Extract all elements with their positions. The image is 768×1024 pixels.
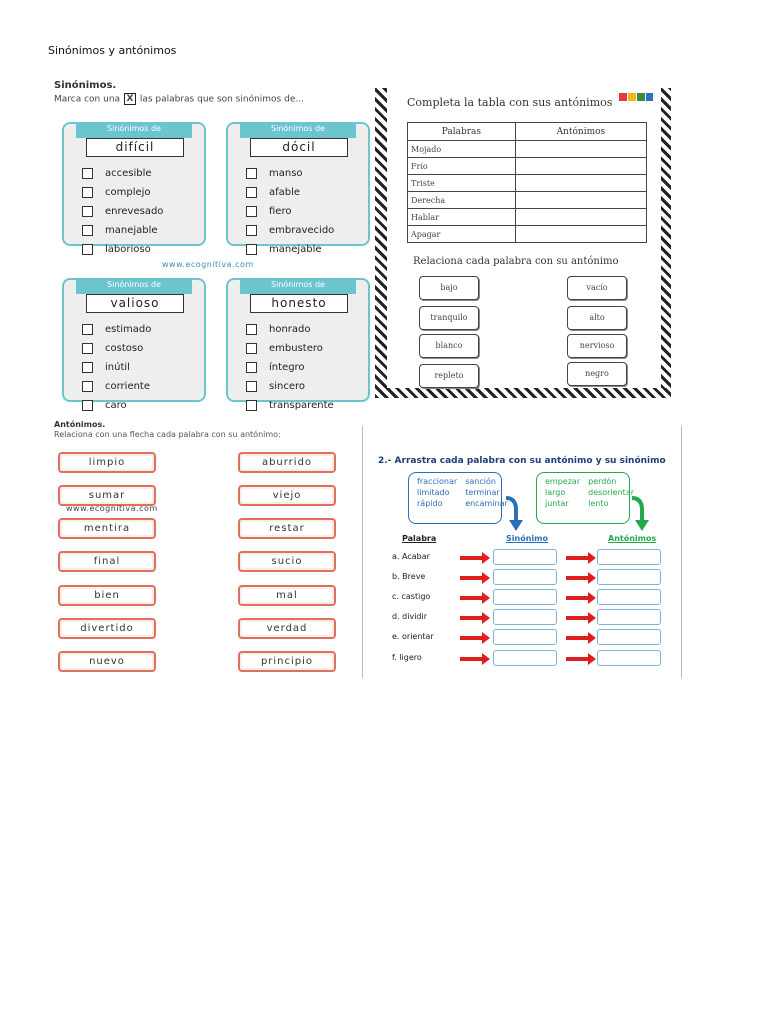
word-row-label: b. Breve [392,572,426,581]
option-label: complejo [105,187,151,198]
card-tab: Sinónimos de [76,122,192,138]
option-item[interactable] [246,202,334,221]
word-label: nuevo [62,655,152,668]
checkbox[interactable] [82,381,93,392]
option-label: transparente [269,400,334,411]
word-box[interactable] [238,518,336,539]
red-arrow-icon [460,616,484,620]
red-arrow-icon [460,657,484,661]
antonyms-title: Antónimos. [54,420,106,429]
checkbox[interactable] [246,168,257,179]
draggable-word[interactable]: perdón [588,477,617,486]
table-cell: Triste [408,175,516,192]
option-item[interactable] [82,202,163,221]
word-box[interactable] [238,618,336,639]
column-header-word: Palabra [402,534,437,543]
answer-cell[interactable] [515,141,646,158]
divider-line [681,426,682,678]
word-box[interactable] [58,518,156,539]
checkbox[interactable] [82,168,93,179]
card-word: difícil [86,138,184,157]
antonyms-worksheet [52,418,338,680]
word-box[interactable] [58,651,156,672]
word-label: viejo [242,489,332,502]
checkbox[interactable] [82,187,93,198]
page-title: Sinónimos y antónimos [48,44,177,57]
match-title: Relaciona cada palabra con su antónimo [413,256,619,267]
table-cell: Hablar [408,209,516,226]
option-item[interactable] [246,221,334,240]
synonym-card [62,122,206,255]
synonym-drop-zone[interactable] [493,549,557,565]
red-arrow-icon [566,596,590,600]
option-label: sincero [269,381,305,392]
option-label: manso [269,168,303,179]
red-arrow-icon [566,576,590,580]
instruction-before: Marca con una [54,94,121,105]
word-label: sucio [242,555,332,568]
word-box[interactable] [58,551,156,572]
table-cell: Derecha [408,192,516,209]
word-box[interactable]: tranquilo [419,306,479,330]
option-item[interactable] [246,358,334,377]
antonym-drop-zone[interactable] [597,589,661,605]
checkbox[interactable] [82,225,93,236]
option-item[interactable] [246,377,334,396]
word-box[interactable] [58,452,156,473]
x-mark-icon: X [124,93,136,105]
checkbox[interactable] [246,381,257,392]
option-label: estimado [105,324,152,335]
synonym-card [226,278,370,411]
draggable-word[interactable]: encaminar [465,499,508,508]
drag-activity-worksheet [362,426,682,682]
red-arrow-icon [566,556,590,560]
option-label: íntegro [269,362,305,373]
card-word: honesto [250,294,348,313]
table-row [408,192,647,209]
column-header: Antónimos [515,123,646,141]
antonym-table-worksheet [375,88,677,398]
option-list [82,164,163,259]
table-row [408,141,647,158]
antonym-drop-zone[interactable] [597,549,661,565]
option-label: embustero [269,343,323,354]
word-label: final [62,555,152,568]
website-label: www.ecognitiva.com [162,260,254,269]
instruction-after: las palabras que son sinónimos de... [139,94,304,105]
option-label: enrevesado [105,206,164,217]
red-arrow-icon [460,576,484,580]
checkbox[interactable] [82,206,93,217]
synonym-drop-zone[interactable] [493,629,557,645]
word-box[interactable] [58,618,156,639]
table-row [408,209,647,226]
word-box[interactable] [238,452,336,473]
column-header-antonym: Antónimos [608,534,657,543]
synonym-drop-zone[interactable] [493,569,557,585]
option-list [82,320,151,415]
word-label: bien [62,589,152,602]
word-box[interactable]: nervioso [567,334,627,358]
word-label: divertido [62,622,152,635]
synonyms-worksheet [52,78,368,418]
option-label: costoso [105,343,144,354]
red-arrow-icon [460,596,484,600]
table-cell: Frío [408,158,516,175]
checkbox[interactable] [246,187,257,198]
option-item[interactable] [82,240,163,259]
table-row [408,158,647,175]
draggable-word[interactable]: desorientar [588,488,635,497]
table-cell: Mojado [408,141,516,158]
word-label: sumar [62,489,152,502]
column-header-synonym: Sinónimo [506,534,548,543]
word-label: principio [242,655,332,668]
activity-title: 2.- Arrastra cada palabra con su antónimo y su sinónimo [378,456,666,466]
checkbox[interactable] [246,225,257,236]
antonyms-instruction: Relaciona con una flecha cada palabra con su antónimo: [54,430,281,439]
word-box[interactable]: alto [567,306,627,330]
table-row [408,175,647,192]
option-item[interactable] [246,396,334,415]
word-box[interactable] [58,585,156,606]
option-item[interactable] [82,320,151,339]
draggable-word[interactable]: lento [588,499,609,508]
card-word: dócil [250,138,348,157]
red-arrow-icon [460,636,484,640]
option-item[interactable] [82,339,151,358]
checkbox[interactable] [246,324,257,335]
word-label: aburrido [242,456,332,469]
checkbox[interactable] [82,244,93,255]
answer-cell[interactable] [515,175,646,192]
option-item[interactable] [246,164,334,183]
checkbox[interactable] [246,206,257,217]
word-row-label: f. ligero [392,653,422,662]
draggable-word[interactable]: rápido [417,499,443,508]
option-label: embravecido [269,225,335,236]
table-row [408,226,647,243]
antonym-table [407,122,647,243]
option-label: fiero [269,206,292,217]
option-item[interactable] [246,240,334,259]
red-arrow-icon [566,657,590,661]
word-row-label: a. Acabar [392,552,430,561]
word-label: restar [242,522,332,535]
word-row-label: c. castigo [392,592,431,601]
option-item[interactable] [82,358,151,377]
antonym-drop-zone[interactable] [597,609,661,625]
table-cell: Apagar [408,226,516,243]
table-title: Completa la tabla con sus antónimos [407,96,613,109]
synonym-drop-zone[interactable] [493,589,557,605]
synonym-card [62,278,206,411]
answer-cell[interactable] [515,209,646,226]
option-item[interactable] [82,183,163,202]
option-item[interactable] [82,164,163,183]
option-list [246,320,334,415]
blue-word-bubble [408,472,508,524]
draggable-word[interactable]: limitado [417,488,450,497]
green-word-bubble [536,472,635,524]
word-label: limpio [62,456,152,469]
checkbox[interactable] [82,400,93,411]
synonyms-title: Sinónimos. [54,80,117,91]
antonym-drop-zone[interactable] [597,650,661,666]
card-tab: Sinónimos de [240,278,356,294]
decorative-border-left [375,88,387,398]
checkbox[interactable] [246,244,257,255]
word-label: verdad [242,622,332,635]
word-row-label: d. dividir [392,612,428,621]
checkbox[interactable] [82,324,93,335]
website-label: www.ecognitiva.com [66,504,158,513]
checkbox[interactable] [246,400,257,411]
antonym-drop-zone[interactable] [597,569,661,585]
answer-cell[interactable] [515,226,646,243]
option-item[interactable] [82,396,151,415]
option-item[interactable] [246,320,334,339]
red-arrow-icon [566,616,590,620]
option-item[interactable] [82,377,151,396]
word-label: mal [242,589,332,602]
word-box[interactable] [238,551,336,572]
option-label: afable [269,187,301,198]
word-label: mentira [62,522,152,535]
column-header: Palabras [408,123,516,141]
word-box[interactable] [58,485,156,506]
word-box[interactable]: negro [567,362,627,386]
option-label: honrado [269,324,311,335]
word-row-label: e. orientar [392,632,434,641]
option-item[interactable] [82,221,163,240]
draggable-word[interactable]: juntar [545,499,569,508]
red-arrow-icon [566,636,590,640]
option-label: manejable [269,244,322,255]
synonym-drop-zone[interactable] [493,650,557,666]
synonym-drop-zone[interactable] [493,609,557,625]
option-label: corriente [105,381,151,392]
antonym-drop-zone[interactable] [597,629,661,645]
card-word: valioso [86,294,184,313]
option-list [246,164,334,259]
draggable-word[interactable]: terminar [465,488,500,497]
card-tab: Sinónimos de [76,278,192,294]
answer-cell[interactable] [515,192,646,209]
checkbox[interactable] [82,343,93,354]
synonyms-instruction [54,93,304,105]
checkbox[interactable] [246,362,257,373]
draggable-word[interactable]: empezar [545,477,581,486]
answer-cell[interactable] [515,158,646,175]
logo-icon [619,92,653,102]
word-box[interactable]: bajo [419,276,479,300]
decorative-border-right [661,88,671,398]
red-arrow-icon [460,556,484,560]
word-box[interactable] [238,485,336,506]
blue-curved-arrow-icon [506,494,528,532]
word-box[interactable] [238,585,336,606]
option-label: inútil [105,362,130,373]
word-box[interactable]: blanco [419,334,479,358]
checkbox[interactable] [246,343,257,354]
option-label: manejable [105,225,158,236]
decorative-border-bottom [375,388,671,398]
draggable-word[interactable]: largo [545,488,566,497]
synonym-card [226,122,370,255]
option-label: caro [105,400,127,411]
checkbox[interactable] [82,362,93,373]
card-tab: Sinónimos de [240,122,356,138]
word-box[interactable]: vacío [567,276,627,300]
word-box[interactable]: repleto [419,364,479,388]
option-label: laborioso [105,244,151,255]
green-curved-arrow-icon [632,494,654,532]
option-label: accesible [105,168,152,179]
option-item[interactable] [246,339,334,358]
option-item[interactable] [246,183,334,202]
draggable-word[interactable]: sanción [465,477,496,486]
divider-line [362,426,363,678]
word-box[interactable] [238,651,336,672]
draggable-word[interactable]: fraccionar [417,477,458,486]
